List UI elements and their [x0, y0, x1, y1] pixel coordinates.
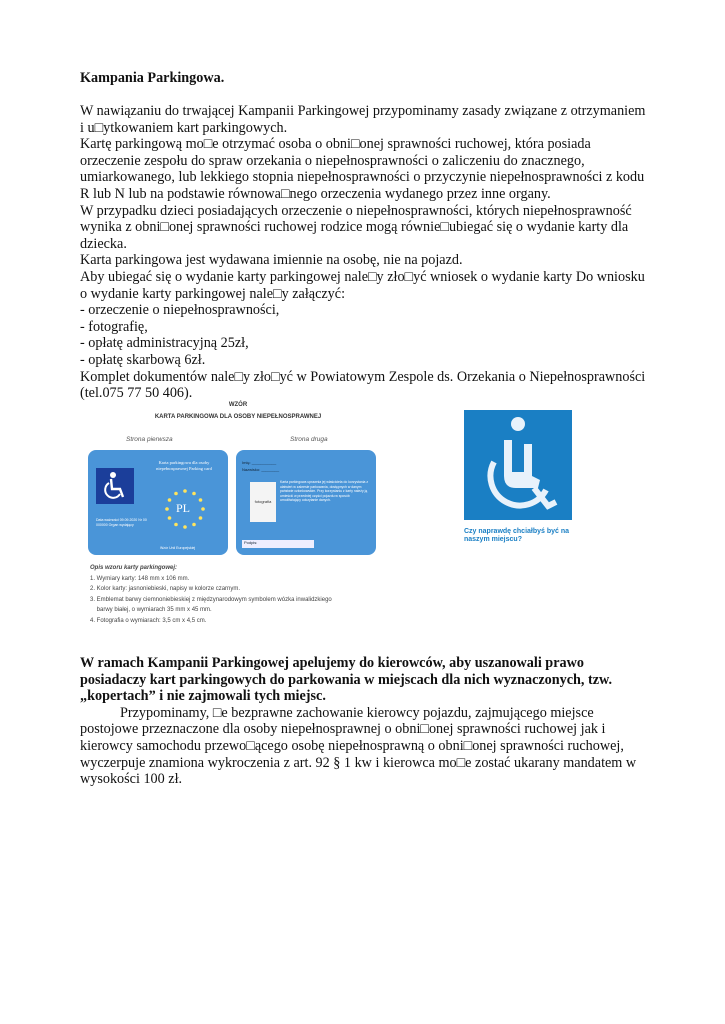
paragraph-appeal: W ramach Kampanii Parkingowej apelujemy do kierowców, aby uszanowali prawo posiadaczy kart parkingowych do parkowania w miejscach dla nich wyznaczonych, tzw. „kopertach” i nie zajmowali tych miejsc.	[80, 655, 613, 705]
front-card-details: Data ważności 09.09.2020 Nr 00 000000 Organ wydający	[96, 518, 147, 527]
back-name-field: Imię: ___________	[242, 460, 277, 465]
sample-subtitle: KARTA PARKINGOWA DLA OSOBY NIEPEŁNOSPRAWNEJ	[154, 414, 322, 420]
signature-field: Podpis:	[242, 540, 314, 548]
paragraph-children: W przypadku dzieci posiadających orzeczenie o niepełnosprawności, których niepełnosprawność wynika z obni□onej sprawności ruchowej rodzice mogą równie□ubiegać się o wydanie karty dla dziecka.	[80, 202, 632, 252]
card-front	[88, 450, 228, 555]
photo-placeholder: fotografia	[250, 482, 276, 522]
hand-wheelchair-icon	[464, 410, 572, 520]
campaign-poster	[464, 410, 572, 568]
wheelchair-icon	[96, 468, 134, 504]
card-sample	[88, 400, 388, 640]
spec-item: barwy białej, o wymiarach 35 mm x 45 mm.	[90, 607, 212, 613]
parking-card-figure	[88, 400, 588, 640]
paragraph-eligibility: Kartę parkingową mo□e otrzymać osoba o obni□onej sprawności ruchowej, która posiada orzeczenie zespołu do spraw orzekania o niepełnosprawności o zaliczeniu do znacznego, umiarkowanego, lub lekkiego stopnia niepełnosprawności o przyczynie niepełnosprawności z kodu R lub N lub na podstawie równowa□nego orzeczenia wydanego przez inne organy.	[80, 136, 645, 202]
list-item: - opłatę administracyjną 25zł,	[80, 335, 249, 352]
card-back	[236, 450, 376, 555]
document-page-bottom	[80, 655, 650, 788]
poster-caption: Czy naprawdę chciałbyś być na naszym miejscu?	[464, 528, 570, 543]
eu-stars-icon	[162, 486, 208, 532]
back-side-label: Strona druga	[290, 436, 328, 443]
paragraph-penalty: Przypominamy, □e bezprawne zachowanie kierowcy pojazdu, zajmującego miejsce postojowe przeznaczone dla osoby niepełnosprawnej o obni□onej sprawności ruchowej jak i kierowcy samochodu przewo□ącego osobę niepełnosprawną o obni□onej sprawności ruchowej, wyczerpuje znamiona wykroczenia z art. 92 § 1 kw i kierowca mo□e zostać ukarany mandatem w wysokości 100 zł.	[80, 704, 637, 788]
card-specs	[90, 563, 390, 626]
paragraph-card-personal: Karta parkingowa jest wydawana imiennie na osobę, nie na pojazd.	[80, 252, 463, 269]
spec-item: 1. Wymiary karty: 148 mm x 106 mm.	[90, 575, 190, 582]
paragraph-intro: W nawiązaniu do trwającej Kampanii Parkingowej przypominamy zasady związane z otrzymaniem i u□ytkowaniem kart parkingowych.	[80, 103, 646, 136]
front-card-footer: Wzór Unii Europejskiej	[160, 546, 196, 550]
list-item: - orzeczenie o niepełnosprawności,	[80, 302, 280, 319]
front-side-label: Strona pierwsza	[126, 436, 173, 443]
spec-item: 2. Kolor karty: jasnoniebieski, napisy w kolorze czarnym.	[90, 586, 241, 592]
specs-heading: Opis wzoru karty parkingowej:	[90, 565, 178, 571]
spec-item: 4. Fotografia o wymiarach: 3,5 cm x 4,5 cm.	[90, 617, 207, 624]
paragraph-application: Aby ubiegać się o wydanie karty parkingowej nale□y zło□yć wniosek o wydanie karty Do wniosku o wydanie karty parkingowej nale□y załączyć:	[80, 268, 645, 302]
paragraph-submission: Komplet dokumentów nale□y zło□yć w Powiatowym Zespole ds. Orzekania o Niepełnosprawności (tel.075 77 50 406).	[80, 368, 646, 402]
spec-item: 3. Emblemat barwy ciemnoniebieskiej z międzynarodowym symbolem wózka inwalidzkiego	[90, 596, 332, 603]
list-item: - opłatę skarbową 6zł.	[80, 351, 206, 368]
list-item: - fotografię,	[80, 318, 148, 335]
sample-title: WZÓR	[228, 402, 248, 408]
document-title: Kampania Parkingowa.	[80, 70, 225, 86]
back-surname-field: Nazwisko: ________	[242, 467, 280, 472]
document-page	[80, 70, 650, 402]
poster-image	[464, 410, 572, 520]
front-card-text: Karta parkingowa dla osoby niepełnosprawnej Parking card	[156, 460, 212, 471]
back-card-text: Karta parkingowa uprawnia jej właściciela do korzystania z ułatwień w zakresie parkowania, dostępnych w danym państwie członkowskim. Przy korzystaniu z karty należy ją umieścić w przedniej części pojazdu w sposób umożliwiający odczytanie danych.	[280, 480, 369, 502]
eu-country-code: PL	[176, 501, 191, 515]
